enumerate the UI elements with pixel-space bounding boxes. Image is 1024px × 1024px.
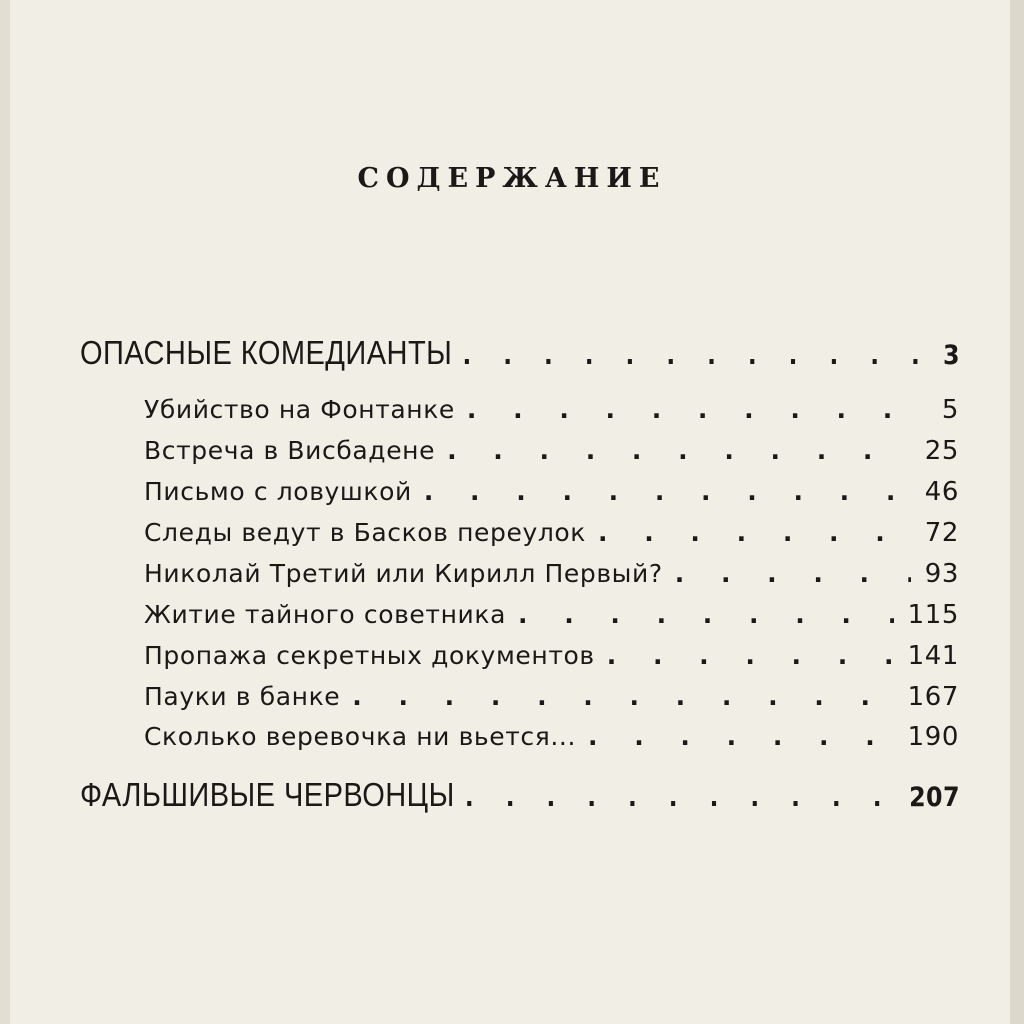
toc-part-entry (80, 776, 960, 814)
toc-entry-title: Убийство на Фонтанке (144, 395, 455, 424)
toc-entry-title: Следы ведут в Басков переулок (144, 518, 587, 547)
toc-dot-leader (465, 776, 896, 814)
toc-chapter-entry (144, 477, 959, 507)
toc-dot-leader (598, 518, 911, 547)
toc-dot-leader (424, 477, 911, 506)
toc-dot-leader (352, 682, 893, 711)
toc-entry-page: 72 (924, 518, 959, 548)
toc-dot-leader (588, 722, 894, 751)
contents-heading: СОДЕРЖАНИЕ (357, 163, 667, 194)
toc-entry-page: 141 (907, 641, 959, 671)
toc-entry-title: Письмо с ловушкой (144, 477, 412, 506)
toc-dot-leader (463, 334, 931, 372)
toc-entry-page: 207 (909, 782, 960, 813)
toc-entry-page: 25 (924, 436, 959, 466)
toc-part-entry (80, 334, 960, 372)
toc-entry-title: Сколько веревочка ни вьется... (144, 722, 577, 751)
toc-dot-leader (447, 436, 911, 465)
toc-chapter-entry (144, 641, 959, 671)
toc-entry-page: 46 (924, 477, 959, 507)
toc-entry-title: Пауки в банке (144, 682, 341, 711)
toc-entry-page: 3 (943, 340, 960, 371)
toc-entry-page: 115 (907, 600, 959, 630)
toc-entry-title: Николай Третий или Кирилл Первый? (144, 559, 663, 588)
toc-dot-leader (467, 395, 928, 424)
toc-entry-title: Встреча в Висбадене (144, 436, 436, 465)
toc-entry-title: Житие тайного советника (144, 600, 506, 629)
toc-chapter-entry (144, 722, 959, 752)
toc-dot-leader (675, 559, 911, 588)
toc-entry-page: 5 (941, 395, 959, 425)
toc-entry-page: 93 (924, 559, 959, 589)
toc-chapter-entry (144, 436, 959, 466)
toc-chapter-entry (144, 682, 959, 712)
toc-entry-title: Пропажа секретных документов (144, 641, 595, 670)
toc-entry-page: 167 (907, 682, 959, 712)
toc-entry-page: 190 (907, 722, 959, 752)
toc-entry-title: ФАЛЬШИВЫЕ ЧЕРВОНЦЫ (80, 776, 455, 813)
toc-chapter-entry (144, 600, 959, 630)
toc-dot-leader (607, 641, 894, 670)
toc-chapter-entry (144, 395, 959, 425)
toc-dot-leader (518, 600, 894, 629)
toc-chapter-entry (144, 518, 959, 548)
toc-entry-title: ОПАСНЫЕ КОМЕДИАНТЫ (80, 334, 453, 371)
toc-chapter-entry (144, 559, 959, 589)
